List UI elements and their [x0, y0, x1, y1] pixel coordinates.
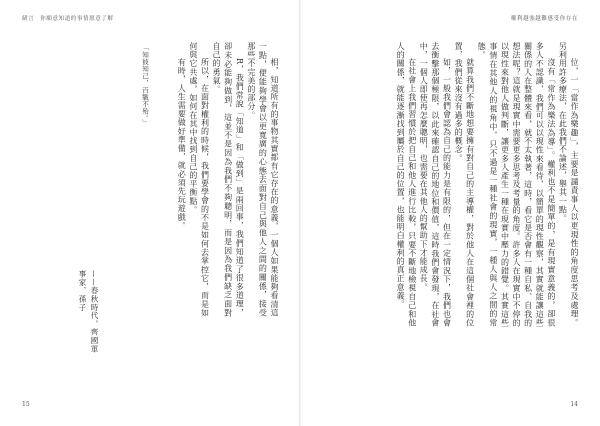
quotation: 「知彼知己，百戰不殆。」 [141, 44, 149, 126]
paragraph: 如，一般我們會認為自己的能力是有限的，但在一定情況下，我們也會去衝擊那個極限，以此來確認自己的地位和價值，這時我們會發現，在社會中，一個人即使再怎麼聰明，也需要在其他人的幫助下才能成長。 [419, 42, 452, 327]
page-number-left: 15 [22, 401, 30, 408]
paragraph: 位，一「當作為樂趣」，主要是譴責事人以更現性的角度思考及處理。另利用許多療法，在此我們不論述，舉其一點。 [558, 42, 579, 327]
paragraph: 有時，人生需要做好準備，就必須先玩遊戲。 [177, 58, 187, 230]
running-header-left: 緒言 你願意知道的事情愿意了解 [22, 16, 114, 22]
paragraph: 就算我們不斷地想要擁有對自己的主導權，對於他人在這個社會裡的位置，我們從來沒有過多的概念。 [454, 42, 475, 327]
paragraph: 相，知道所有的事物其實都有它存在的意義，一個人如果能夠看清這一點，便能夠學會以更寬廣的心態去面對自己與他人之間的關係，接受那些不完美的部分。 [246, 42, 279, 317]
paragraph: 所以，在面對權利的時候，我們要學會的不是如何去掌控它，而是如何與它共處，如何在其中找到自己的平衡點。 [188, 42, 210, 317]
paragraph: 沒有「常作為樂法為導」。權利也不是簡單的，是有現實意義的，卻很多人不認識，我們可以以現性來看待，以簡單的現性觀察，其實就能讓這些關係的人在整體來看，就不太執著，這時，看它是否會有一種自私、自我的想法呢？這就是現實中需要更多思考及考量的角度。許多人在現實中不停的以現性來對他人做判斷，讓更多人產生一種在現實中壓力的錯覺。其實這些事情在其他人的視角中，只不過是一種社會的現實，一種人與人之間的常態。 [477, 42, 556, 327]
quote-attribution: ——春秋時代，齊國軍事家，孫子 [78, 270, 99, 353]
book-spine [299, 0, 301, 426]
left-page-body [160, 42, 280, 317]
paragraph: 在社會上我們習慣於把自己和他人進行比較，只要不斷地檢視自己和他人的關係，就能逐漸找到屬於自己的位置，也能明白權利的真正意義。 [396, 42, 417, 327]
running-header-right: 權利越強越難感受你存在 [510, 16, 578, 22]
paragraph: R，我們常說「知道」和「做到」是兩回事，我們知道了很多道理，卻未必能夠做到，這並不是因為我們不夠聰明，而是因為我們缺乏面對自己的勇氣。 [212, 42, 245, 317]
right-page-body [318, 42, 580, 327]
page-number-right: 14 [570, 401, 578, 408]
